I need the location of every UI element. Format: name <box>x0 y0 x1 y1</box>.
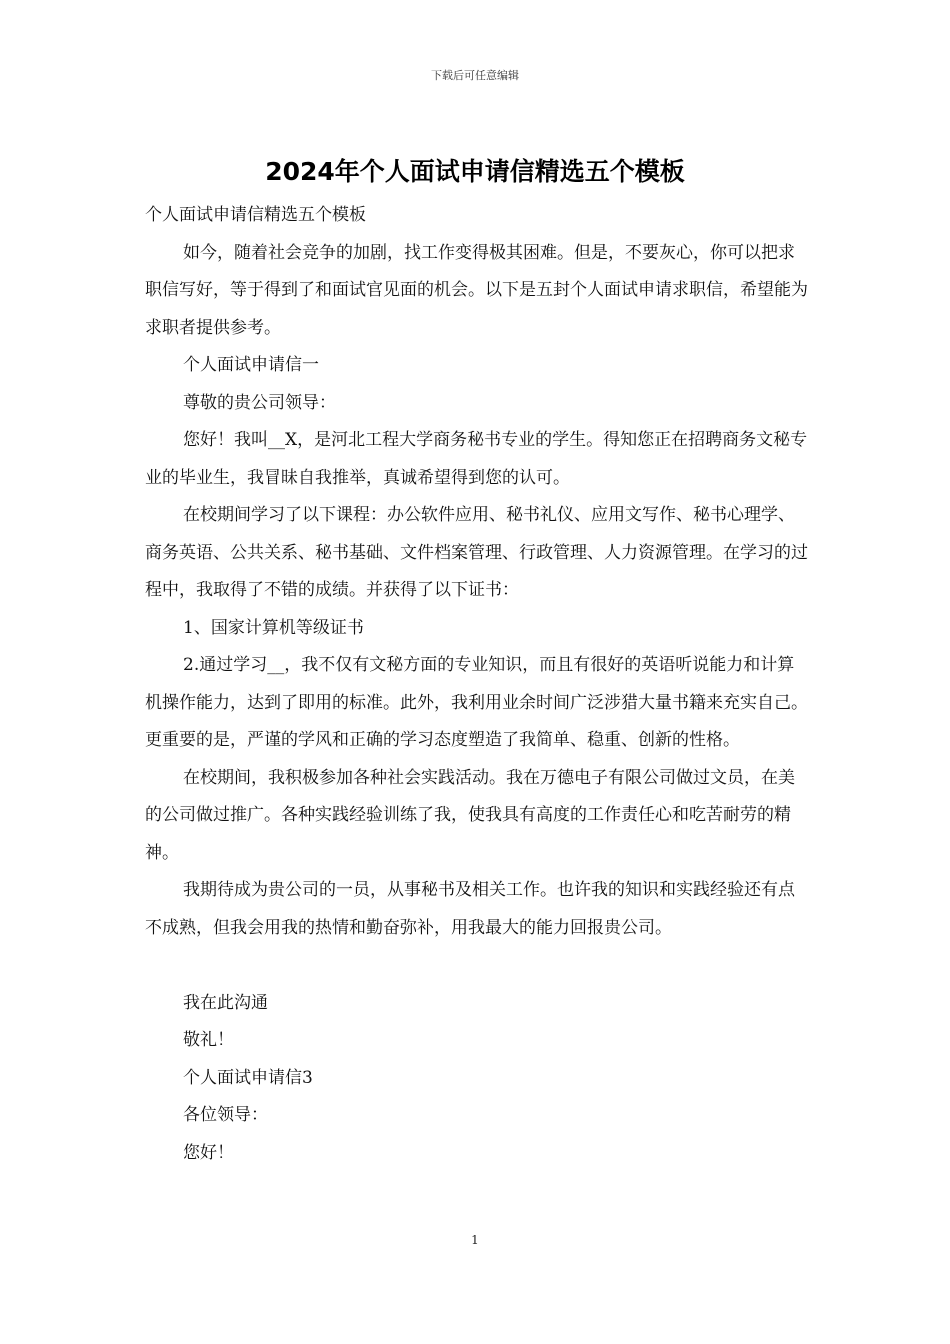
salutation: 尊敬的贵公司领导： <box>183 392 336 413</box>
closing-line: 我在此沟通 <box>183 992 268 1013</box>
subtitle-paragraph: 个人面试申请信精选五个模板 <box>145 205 366 225</box>
page-number: 1 <box>471 1233 479 1247</box>
body-paragraph: 您好！我叫__X，是河北工程大学商务秘书专业的学生。得知您正在招聘商务文秘专业的毕业生，我冒昧自我推举，真诚希望得到您的认可。 <box>145 430 808 488</box>
closing-regards: 敬礼！ <box>183 1030 234 1050</box>
body-paragraph: 在校期间，我积极参加各种社会实践活动。我在万德电子有限公司做过文员，在美的公司做过推广。各种实践经验训练了我，使我具有高度的工作责任心和吃苦耐劳的精神。 <box>145 767 795 863</box>
salutation: 各位领导： <box>183 1105 268 1125</box>
header-note: 下载后可任意编辑 <box>431 69 519 82</box>
body-paragraph: 2.通过学习__，我不仅有文秘方面的专业知识，而且有很好的英语听说能力和计算机操作能力，达到了即用的标准。此外，我利用业余时间广泛涉猎大量书籍来充实自己。更重要的是，严谨的学风和正确的学习态度塑造了我简单、稳重、创新的性格。 <box>145 655 808 750</box>
blank-line <box>145 947 810 985</box>
letter-heading: 个人面试申请信3 <box>183 1067 313 1088</box>
document-body <box>145 197 810 1172</box>
greeting: 您好！ <box>183 1142 234 1163</box>
body-paragraph: 在校期间学习了以下课程：办公软件应用、秘书礼仪、应用文写作、秘书心理学、商务英语、公共关系、秘书基础、文件档案管理、行政管理、人力资源管理。在学习的过程中，我取得了不错的成绩。并获得了以下证书： <box>145 505 808 600</box>
list-item: 1、国家计算机等级证书 <box>183 617 364 638</box>
document-title: 2024年个人面试申请信精选五个模板 <box>265 157 685 186</box>
intro-paragraph: 如今，随着社会竞争的加剧，找工作变得极其困难。但是，不要灰心，你可以把求职信写好，等于得到了和面试官见面的机会。以下是五封个人面试申请求职信，希望能为求职者提供参考。 <box>145 242 808 338</box>
letter-heading: 个人面试申请信一 <box>183 355 319 375</box>
body-paragraph: 我期待成为贵公司的一员，从事秘书及相关工作。也许我的知识和实践经验还有点不成熟，但我会用我的热情和勤奋弥补，用我最大的能力回报贵公司。 <box>145 880 795 938</box>
